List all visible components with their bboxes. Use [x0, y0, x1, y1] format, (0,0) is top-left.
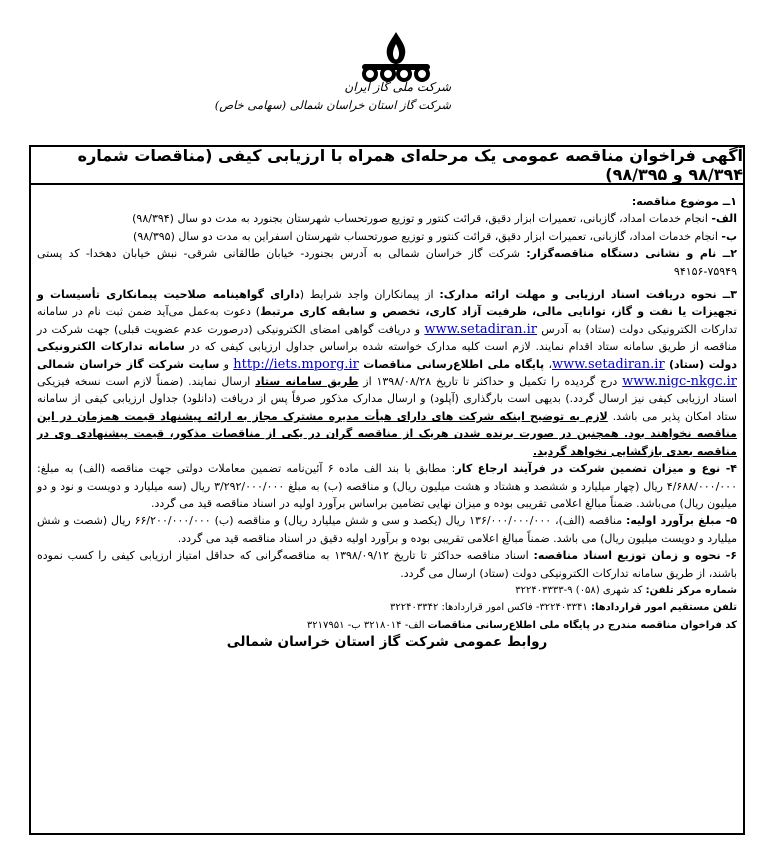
section-3: ۳ــ نحوه دریافت اسناد ارزیابی و مهلت ارائه مدارک: از پیمانکاران واجد شرایط (دارای گواهینامه صلاحیت پیمانکاری تأسیسات و تجهیزات یا نفت و گاز، توانایی مالی، ظرفیت آزاد کاری، تخصص و سابقه کاری مرتبط) دعوت به‌عمل می‌آید ضمن ثبت نام در سامانه تدارکات الکترونیکی دولت (ستاد) به آدرس www.setadiran.ir و دریافت گواهی امضای الکترونیکی (درصورت عدم عضویت قبلی) جهت شرکت در مناقصه از طریق سامانه ستاد اقدام نمایند. لازم است کلیه مدارک خواسته شده براساس جداول ارزیابی کیفی که در سامانه تدارکات الکترونیکی دولت (ستاد) www.setadiran.ir، پایگاه ملی اطلاع‌رسانی مناقصات http://iets.mporg.ir و سایت شرکت گاز خراسان شمالی www.nigc-nkgc.ir درج گردیده را تکمیل و حداکثر تا تاریخ ۱۳۹۸/۰۸/۲۸ از طریق سامانه ستاد ارسال نمایند. (ضمناً لازم است نسخه فیزیکی اسناد ارزیابی کیفی نیز ارسال گردد.) بدیهی است بارگذاری (آپلود) و ارسال مدارک مذکور صرفاً پس از دریافت (دانلود) جداول ارزیابی کیفی از سامانه ستاد امکان پذیر می باشد. لازم به توضیح اینکه شرکت های دارای هیأت مدیره مشترک مجاز به ارائه پیشنهاد قیمت همزمان در این مناقصه نخواهند بود. همچنین در صورت برنده شدن هریک از مناقصه گران در یکی از مناقصات مذکور، قیمت پیشنهادی وی در مناقصه بعدی بازگشایی نخواهد گردید.	[37, 288, 738, 458]
tender-code: کد فراخوان مناقصه مندرج در پایگاه ملی اطلاع‌رسانی مناقصات الف- ۳۲۱۸۰۱۴ ب- ۳۲۱۷۹۵۱	[306, 619, 737, 631]
notice-title-box	[31, 147, 743, 185]
notice-body	[37, 193, 737, 825]
section-5: ۵- مبلغ برآورد اولیه: مناقصه (الف)، ۱۳۶/۰۰۰/۰۰۰/۰۰۰ ریال (یکصد و سی و شش میلیارد ریال) و مناقصه (ب) ۶۶/۲۰۰/۰۰۰/۰۰۰ ریال (شصت و شش میلیارد و دویست میلیون ریال) می باشد. ضمناً مبالغ اعلامی تقریبی بوده و برآورد اولیه دقیق در اسناد مناقصه قید می گردد.	[37, 514, 738, 545]
section-1-item-b: ب- انجام خدمات امداد، گازبانی، تعمیرات ابزار دقیق، قرائت کنتور و توزیع صورتحساب شهرستان اسفراین به مدت دو سال (۹۸/۳۹۵)	[133, 229, 737, 243]
section-1-item-a: الف- انجام خدمات امداد، گازبانی، تعمیرات ابزار دقیق، قرائت کنتور و توزیع صورتحساب شهرستان بجنورد به مدت دو سال (۹۸/۳۹۴)	[132, 212, 737, 226]
nigc-link[interactable]: www.nigc-nkgc.ir	[622, 374, 737, 390]
iets-link[interactable]: http://iets.mporg.ir	[233, 356, 359, 372]
contracts-phone: تلفن مستقیم امور قراردادها: ۳۲۲۴۰۳۳۴۱- فاکس امور قراردادها: ۳۲۲۴۰۳۳۴۲	[390, 602, 737, 614]
setadiran-link[interactable]: www.setadiran.ir	[424, 321, 538, 337]
notice-frame	[29, 145, 745, 835]
flame-emblem-icon	[348, 30, 444, 82]
setadiran-link-2[interactable]: www.setadiran.ir	[552, 356, 665, 372]
company-name-primary: شرکت ملی گاز ایران	[344, 80, 451, 94]
section-6: ۶- نحوه و زمان توزیع اسناد مناقصه: اسناد مناقصه حداکثر تا تاریخ ۱۳۹۸/۰۹/۱۲ به مناقصه‌گرانی که حداقل امتیاز ارزیابی کیفی را کسب نموده باشند، از طریق سامانه تدارکات الکترونیکی دولت (ستاد) ارسال می گردد.	[37, 549, 738, 580]
section-2: ۲ــ نام و نشانی دستگاه مناقصه‌گزار: شرکت گاز خراسان شمالی به آدرس بجنورد- خیابان طالقانی شرقی- نبش خیابان دهخدا- کد پستی ۷۵۹۴۹-۹۴۱۵۶	[37, 247, 738, 278]
section-4: ۴- نوع و میزان تضمین شرکت در فرآیند ارجاع کار: مطابق با بند الف ماده ۶ آئین‌نامه تضمین معاملات دولتی جهت مناقصه (الف) به مبلغ: ۴/۶۸۸/۰۰۰/۰۰۰ ریال (چهار میلیارد و ششصد و هشتاد و هشت میلیون ریال) و مناقصه (ب) به مبلغ ۳/۲۹۲/۰۰۰/۰۰۰ ریال (سه میلیارد و دویست و نود و دو میلیون ریال) می‌باشد. ضمناً مبالغ اعلامی تقریبی بوده و میزان نهایی تضامین براساس برآورد اولیه در اسناد مناقصه قید می گردد.	[37, 462, 737, 510]
public-relations-signature: روابط عمومی شرکت گاز استان خراسان شمالی	[226, 634, 548, 651]
phone-center: شماره مرکز تلفن: کد شهری (۰۵۸) ۹-۳۲۲۴۰۳۳۳۳	[515, 584, 737, 596]
notice-title: آگهی فراخوان مناقصه عمومی یک مرحله‌ای همراه با ارزیابی کیفی (مناقصات شماره ۹۸/۳۹۴ و ۹۸/۳۹۵)	[77, 146, 743, 184]
section-1-heading: ۱ــ موضوع مناقصه:	[631, 195, 737, 208]
company-name-secondary: شرکت گاز استان خراسان شمالی (سهامی خاص)	[214, 98, 451, 112]
